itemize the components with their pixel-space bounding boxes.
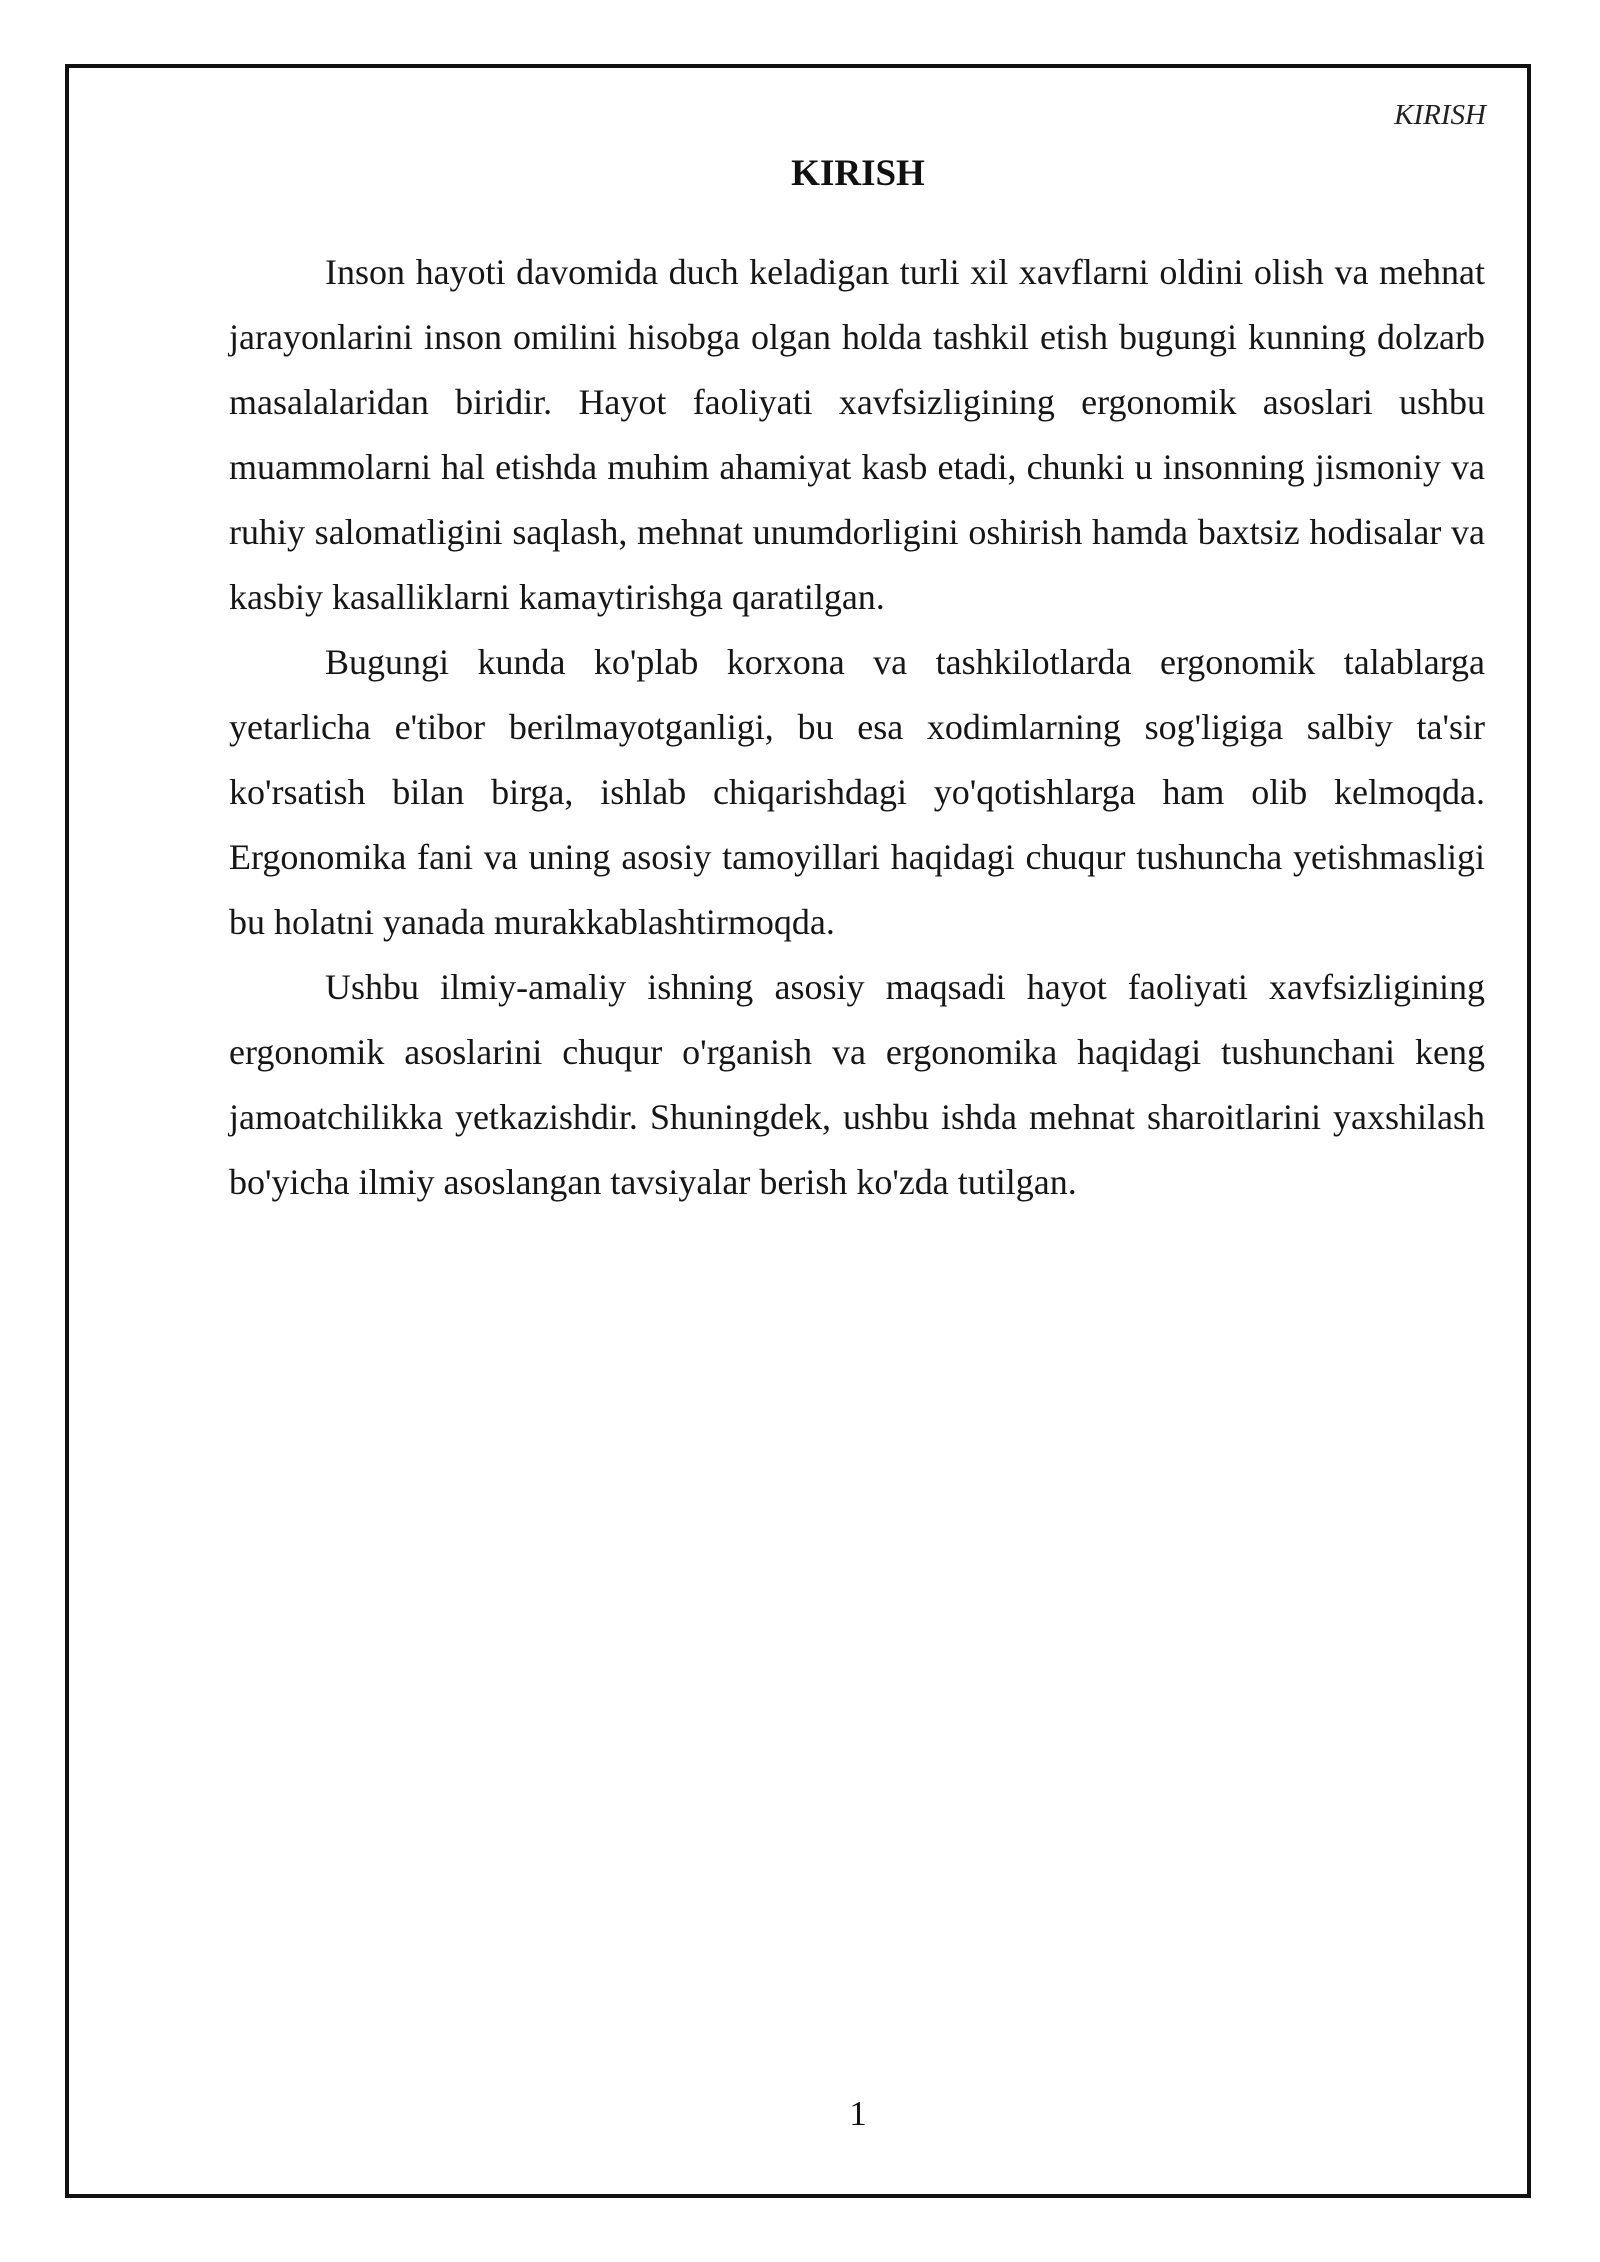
- page-title: KIRISH: [791, 153, 925, 194]
- paragraph: Inson hayoti davomida duch keladigan turli xil xavflarni oldini olish va mehnat jarayonlarini inson omilini hisobga olgan holda tashkil etish bugungi kunning dolzarb masalalaridan biridir. Hayot faoliyati xavfsizligining ergonomik asoslari ushbu muammolarni hal etishda muhim ahamiyat kasb etadi, chunki u insonning jismoniy va ruhiy salomatligini saqlash, mehnat unumdorligini oshirish hamda baxtsiz hodisalar va kasbiy kasalliklarni kamaytirishga qaratilgan.: [229, 252, 1485, 617]
- page-number: 1: [849, 2094, 867, 2133]
- body-text: [229, 240, 1485, 1215]
- running-header: KIRISH: [1394, 99, 1486, 131]
- paragraph: Bugungi kunda ko'plab korxona va tashkilotlarda ergonomik talablarga yetarlicha e'tibor berilmayotganligi, bu esa xodimlarning sog'ligiga salbiy ta'sir ko'rsatish bilan birga, ishlab chiqarishdagi yo'qotishlarga ham olib kelmoqda. Ergonomika fani va uning asosiy tamoyillari haqidagi chuqur tushuncha yetishmasligi bu holatni yanada murakkablashtirmoqda.: [229, 642, 1485, 942]
- paragraph: Ushbu ilmiy-amaliy ishning asosiy maqsadi hayot faoliyati xavfsizligining ergonomik asoslarini chuqur o'rganish va ergonomika haqidagi tushunchani keng jamoatchilikka yetkazishdir. Shuningdek, ushbu ishda mehnat sharoitlarini yaxshilash bo'yicha ilmiy asoslangan tavsiyalar berish ko'zda tutilgan.: [229, 967, 1485, 1202]
